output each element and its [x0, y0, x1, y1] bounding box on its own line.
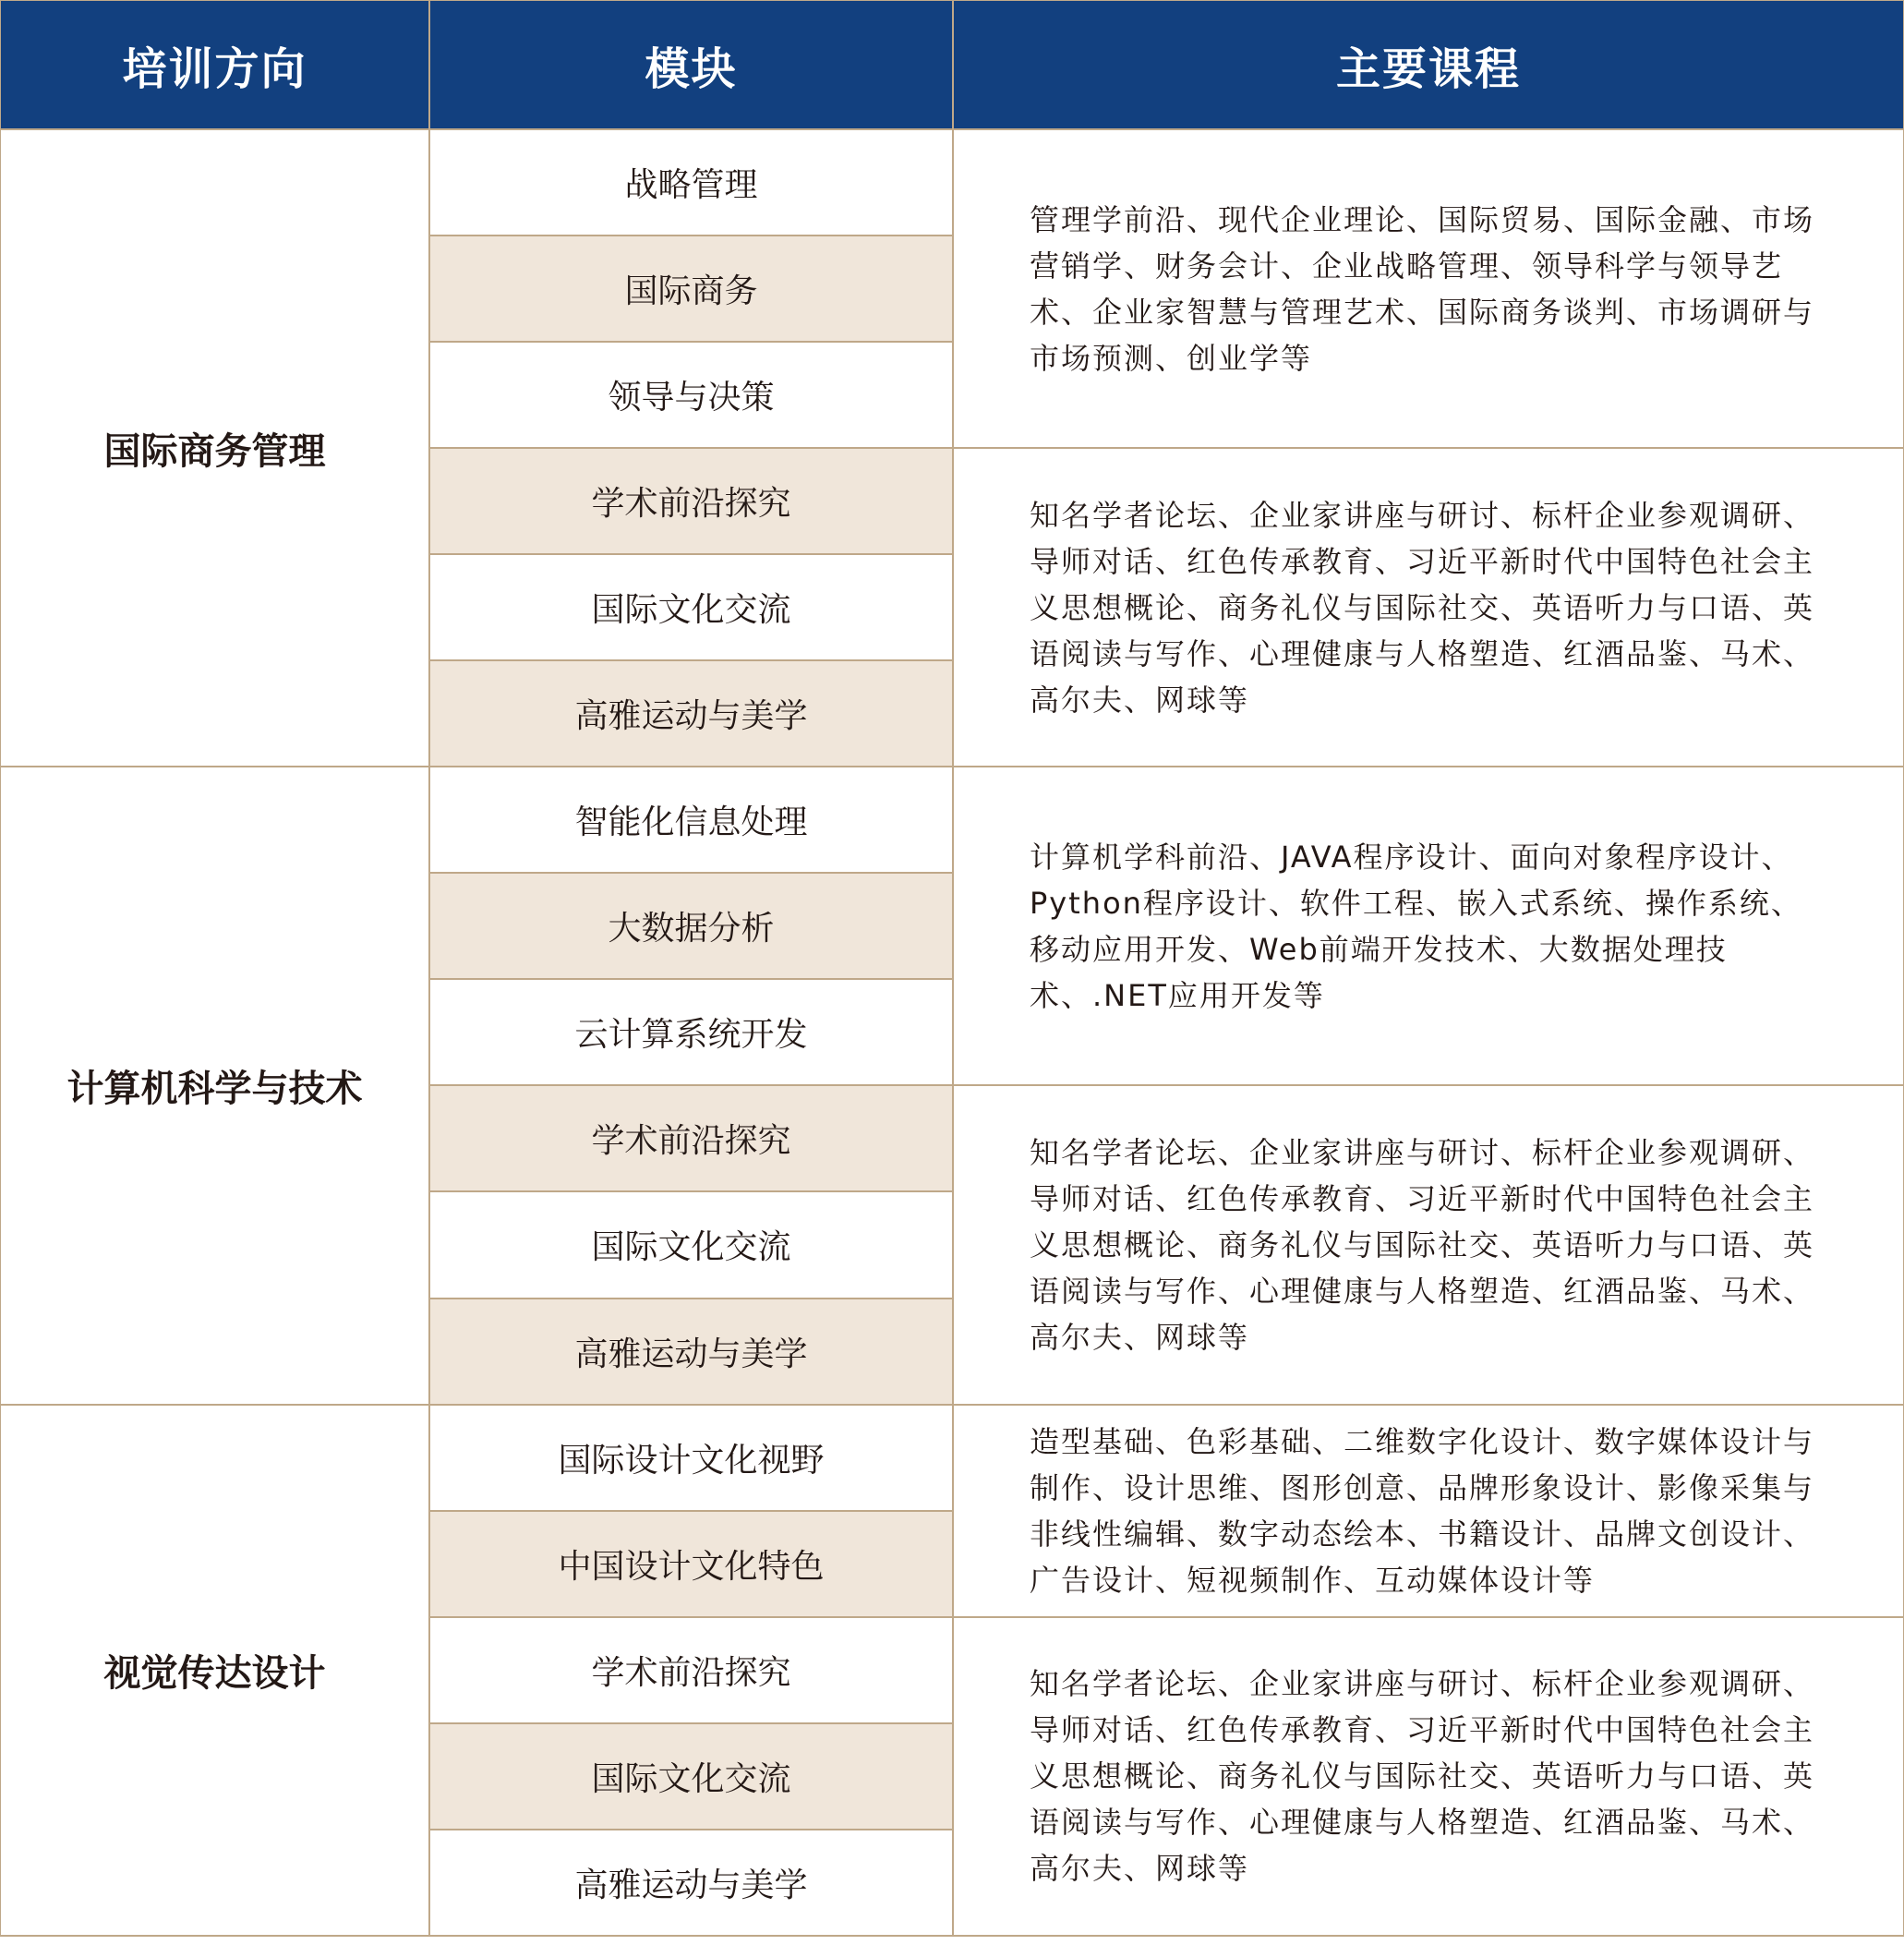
course-list	[952, 1616, 1904, 1937]
module-cell: 领导与决策	[428, 341, 954, 449]
course-text: 知名学者论坛、企业家讲座与研讨、标杆企业参观调研、导师对话、红色传承教育、习近平新时代中国特色社会主义思想概论、商务礼仪与国际社交、英语听力与口语、英语阅读与写作、心理健康与人格塑造、红酒品鉴、马术、高尔夫、网球等	[1030, 1134, 1815, 1355]
module-cell: 云计算系统开发	[428, 978, 954, 1086]
module-cell: 国际文化交流	[428, 553, 954, 661]
direction-business: 国际商务管理	[0, 128, 430, 767]
module-cell: 智能化信息处理	[428, 766, 954, 874]
module-cell: 学术前沿探究	[428, 1616, 954, 1724]
course-list	[952, 447, 1904, 767]
module-cell: 大数据分析	[428, 872, 954, 980]
module-cell: 学术前沿探究	[428, 1084, 954, 1192]
module-cell: 学术前沿探究	[428, 447, 954, 555]
module-cell: 国际文化交流	[428, 1190, 954, 1299]
course-text: 计算机学科前沿、JAVA程序设计、面向对象程序设计、Python程序设计、软件工程、嵌入式系统、操作系统、移动应用开发、Web前端开发技术、大数据处理技术、.NET应用开发等	[1030, 839, 1802, 1013]
module-cell: 国际商务	[428, 235, 954, 343]
direction-computer-science: 计算机科学与技术	[0, 766, 430, 1405]
header-courses: 主要课程	[952, 0, 1904, 130]
header-module: 模块	[428, 0, 954, 130]
module-cell: 高雅运动与美学	[428, 659, 954, 767]
course-text: 知名学者论坛、企业家讲座与研讨、标杆企业参观调研、导师对话、红色传承教育、习近平新时代中国特色社会主义思想概论、商务礼仪与国际社交、英语听力与口语、英语阅读与写作、心理健康与人格塑造、红酒品鉴、马术、高尔夫、网球等	[1030, 1666, 1815, 1887]
course-list	[952, 1084, 1904, 1405]
direction-visual-design: 视觉传达设计	[0, 1404, 430, 1937]
course-text: 管理学前沿、现代企业理论、国际贸易、国际金融、市场营销学、财务会计、企业战略管理、领导科学与领导艺术、企业家智慧与管理艺术、国际商务谈判、市场调研与市场预测、创业学等	[1030, 201, 1815, 376]
course-list	[952, 1404, 1904, 1618]
module-cell: 高雅运动与美学	[428, 1829, 954, 1937]
course-text: 造型基础、色彩基础、二维数字化设计、数字媒体设计与制作、设计思维、图形创意、品牌形象设计、影像采集与非线性编辑、数字动态绘本、书籍设计、品牌文创设计、广告设计、短视频制作、互动媒体设计等	[1030, 1423, 1815, 1598]
course-list	[952, 766, 1904, 1086]
module-cell: 高雅运动与美学	[428, 1298, 954, 1406]
module-cell: 战略管理	[428, 128, 954, 236]
module-cell: 中国设计文化特色	[428, 1510, 954, 1618]
course-text: 知名学者论坛、企业家讲座与研讨、标杆企业参观调研、导师对话、红色传承教育、习近平新时代中国特色社会主义思想概论、商务礼仪与国际社交、英语听力与口语、英语阅读与写作、心理健康与人格塑造、红酒品鉴、马术、高尔夫、网球等	[1030, 497, 1815, 718]
module-cell: 国际设计文化视野	[428, 1404, 954, 1512]
course-list	[952, 128, 1904, 449]
header-direction: 培训方向	[0, 0, 430, 130]
module-cell: 国际文化交流	[428, 1722, 954, 1830]
